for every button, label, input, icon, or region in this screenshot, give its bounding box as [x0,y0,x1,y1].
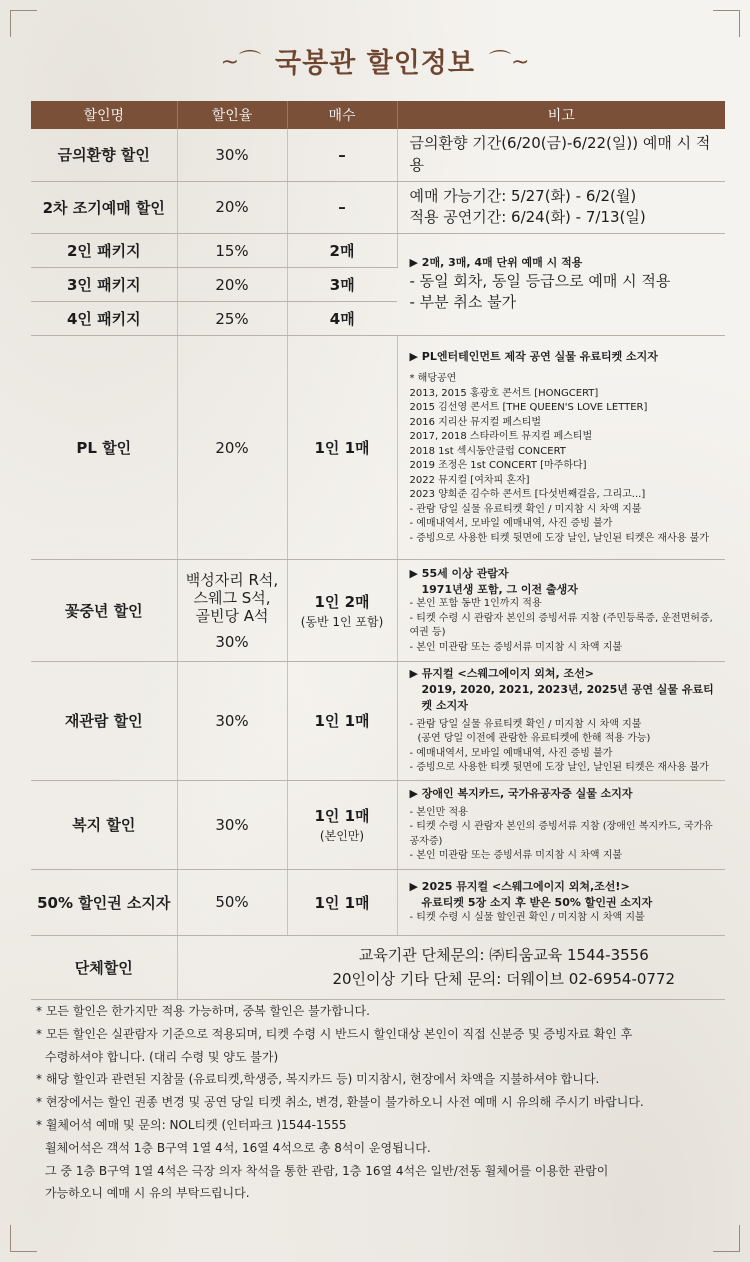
note-line: 2016 지리산 뮤지컬 페스티벌 [409,416,542,428]
discount-name: 재관람 할인 [31,662,177,781]
discount-qty: 1인 1매 [287,869,397,935]
discount-rate: 50% [177,869,287,935]
note-line: - 관람 당일 실물 유료티켓 확인 / 미지참 시 차액 지불 [409,718,642,730]
table-row [31,129,725,181]
discount-rate: 30% [177,662,287,781]
note-line: - 본인 미관람 또는 증빙서류 미지참 시 차액 지불 [409,850,623,862]
discount-table [31,101,725,1000]
footer-note: * 휠체어석 예매 및 문의: NOL티켓 (인터파크 )1544-1555 [36,1117,347,1132]
discount-qty [287,560,397,662]
discount-note [397,780,725,869]
corner-ornament [10,10,37,37]
note-line: - 본인 포함 동반 1인까지 적용 [409,598,542,610]
footer-note: 가능하오니 예매 시 유의 부탁드립니다. [45,1186,250,1201]
qty-main: 1인 2매 [314,593,370,611]
note-line: - 증빙으로 사용한 티켓 뒷면에 도장 날인, 날인된 티켓은 재사용 불가 [409,762,709,774]
footer-note: 휠체어석은 객석 1층 B구역 1열 4석, 16열 4석으로 총 8석이 운영됩니다. [45,1140,431,1155]
note-heading: ▶ 뮤지컬 <스웨그에이지 외쳐, 조선> [409,667,595,680]
discount-name: 단체할인 [31,935,177,999]
note-line: 2018 1st 섹시동안클럽 CONCERT [409,445,566,457]
note-line: - 본인 미관람 또는 증빙서류 미지참 시 차액 지불 [409,641,623,653]
note-line: - 티켓 수령 시 관람자 본인의 증빙서류 지참 (주민등록증, 운전면허증, 여권 등) [409,612,713,639]
discount-name: 50% 할인권 소지자 [31,869,177,935]
rate-line: 30% [215,632,249,651]
discount-rate: 20% [177,181,287,234]
discount-note [397,560,725,662]
discount-qty: 3매 [287,268,397,302]
qty-sub: (본인만) [319,829,365,844]
header-rate: 할인율 [177,101,287,129]
discount-rate: 30% [177,129,287,181]
discount-note [397,181,725,234]
discount-qty: 1인 1매 [287,336,397,560]
footer-note: * 모든 할인은 실관람자 기준으로 적용되며, 티켓 수령 시 반드시 할인대상 본인이 직접 신분증 및 증빙자료 확인 후 [36,1026,633,1041]
page-title: 국봉관 할인정보 [275,47,475,79]
corner-ornament [713,10,740,37]
note-heading: ▶ 2매, 3매, 4매 단위 예매 시 적용 [409,255,583,269]
note-line: - 동일 회차, 동일 등급으로 예매 시 적용 [409,271,671,290]
note-subheading: 유료티켓 5장 소지 후 받은 50% 할인권 소지자 [421,896,653,910]
footer-note: * 모든 할인은 한가지만 적용 가능하며, 중복 할인은 불가합니다. [36,1004,370,1018]
note-line: - 증빙으로 사용한 티켓 뒷면에 도장 날인, 날인된 티켓은 재사용 불가 [409,532,709,544]
discount-qty: – [287,181,397,234]
table-row [31,662,725,781]
table-row [31,780,725,869]
note-line: - 티켓 수령 시 실물 할인권 확인 / 미지참 시 차액 지불 [409,912,645,923]
note-line: 2017, 2018 스타라이트 뮤지컬 페스티벌 [409,431,593,443]
swirl-right-icon: ⌒~ [488,49,530,75]
table-row [31,181,725,234]
note-line: 적용 공연기간: 6/24(화) - 7/13(일) [409,208,646,227]
discount-name: 3인 패키지 [31,268,177,302]
note-subheading: 2019, 2020, 2021, 2023년, 2025년 공연 실물 유료티켓 소지자 [421,682,714,712]
table-row [31,234,725,268]
table-row [31,336,725,560]
note-heading: ▶ 장애인 복지카드, 국가유공자증 실물 소지자 [409,786,633,800]
swirl-left-icon: ~⌒ [220,49,261,75]
note-heading: ▶ 55세 이상 관람자 [409,566,509,580]
discount-rate: 20% [177,336,287,560]
note-line: 2022 뮤지컬 [여차피 혼자] [409,474,530,486]
footer-note: * 현장에서는 할인 권종 변경 및 공연 당일 티켓 취소, 변경, 환불이 불가하오니 사전 예매 시 유의해 주시기 바랍니다. [36,1095,644,1110]
discount-qty: 2매 [287,234,397,268]
note-line: - 본인만 적용 [409,806,468,818]
discount-name: 4인 패키지 [31,302,177,336]
note-line: * 해당공연 [409,373,457,385]
discount-name: 꽃중년 할인 [31,560,177,662]
discount-qty [287,780,397,869]
discount-qty: 4매 [287,302,397,336]
note-heading: ▶ PL엔터테인먼트 제작 공연 실물 유료티켓 소지자 [409,349,658,363]
group-contact-line: 20인이상 기타 단체 문의: 더웨이브 02-6954-0772 [332,970,676,989]
note-line: 2013, 2015 홍광호 콘서트 [HONGCERT] [409,387,599,399]
footer-note: 그 중 1층 B구역 1열 4석은 극장 의자 착석을 통한 관람, 1층 16열 4석은 일반/전동 휠체어를 이용한 관람이 [45,1163,609,1178]
note-line: 2023 양희준 김수하 콘서트 [다섯번째걸음, 그리고...] [409,489,646,501]
discount-rate: 20% [177,268,287,302]
note-line: - 티켓 수령 시 관람자 본인의 증빙서류 지참 (장애인 복지카드, 국가유공자증) [409,821,713,847]
discount-note [397,234,725,336]
page-title-block [0,38,750,82]
group-contact-line: 교육기관 단체문의: ㈜티움교육 1544-3556 [358,946,649,965]
discount-note [397,869,725,935]
discount-rate [177,560,287,662]
note-subheading: 1971년생 포함, 그 이전 출생자 [421,582,578,596]
qty-sub: (동반 1인 포함) [300,615,384,629]
discount-qty: 1인 1매 [287,662,397,781]
note-line: 2015 김선영 콘서트 [THE QUEEN'S LOVE LETTER] [409,402,648,414]
discount-note: 금의환향 기간(6/20(금)-6/22(일)) 예매 시 적용 [397,129,725,181]
qty-main: 1인 1매 [314,807,370,826]
header-qty: 매수 [287,101,397,129]
note-heading: ▶ 2025 뮤지컬 <스웨그에이지 외쳐,조선!> [409,880,630,894]
rate-line: 스웨그 S석, [193,588,271,607]
note-line: 2019 조정은 1st CONCERT [마주하다] [409,460,587,472]
note-line: (공연 당일 이전에 관람한 유료티켓에 한해 적용 가능) [417,733,651,745]
discount-name: 2차 조기예매 할인 [31,181,177,234]
note-line: - 예매내역서, 모바일 예매내역, 사진 증빙 불가 [409,518,613,530]
footer-note: * 해당 할인과 관련된 지참물 (유료티켓,학생증, 복지카드 등) 미지참시, 현장에서 차액을 지불하셔야 합니다. [36,1072,600,1087]
discount-rate: 15% [177,234,287,268]
discount-name: 2인 패키지 [31,234,177,268]
rate-line: 백성자리 R석, [185,570,279,589]
header-name: 할인명 [31,101,177,129]
footer-notes [36,1000,716,1205]
corner-ornament [713,1225,740,1252]
discount-name: PL 할인 [31,336,177,560]
rate-line: 골빈당 A석 [195,606,269,625]
table-row [31,560,725,662]
table-header-row [31,101,725,129]
corner-ornament [10,1225,37,1252]
note-line: - 부분 취소 불가 [409,293,517,312]
note-line: - 예매내역서, 모바일 예매내역, 사진 증빙 불가 [409,747,613,759]
group-contact [177,935,725,999]
discount-qty: – [287,129,397,181]
discount-rate: 25% [177,302,287,336]
discount-name: 금의환향 할인 [31,129,177,181]
note-line: - 관람 당일 실물 유료티켓 확인 / 미지참 시 차액 지불 [409,503,642,515]
footer-note: 수령하셔야 합니다. (대리 수령 및 양도 불가) [45,1049,279,1064]
table-row [31,869,725,935]
note-line: 예매 가능기간: 5/27(화) - 6/2(월) [409,186,637,205]
discount-name: 복지 할인 [31,780,177,869]
discount-rate: 30% [177,780,287,869]
table-row [31,935,725,999]
discount-note [397,662,725,781]
header-note: 비고 [397,101,725,129]
discount-note [397,336,725,560]
